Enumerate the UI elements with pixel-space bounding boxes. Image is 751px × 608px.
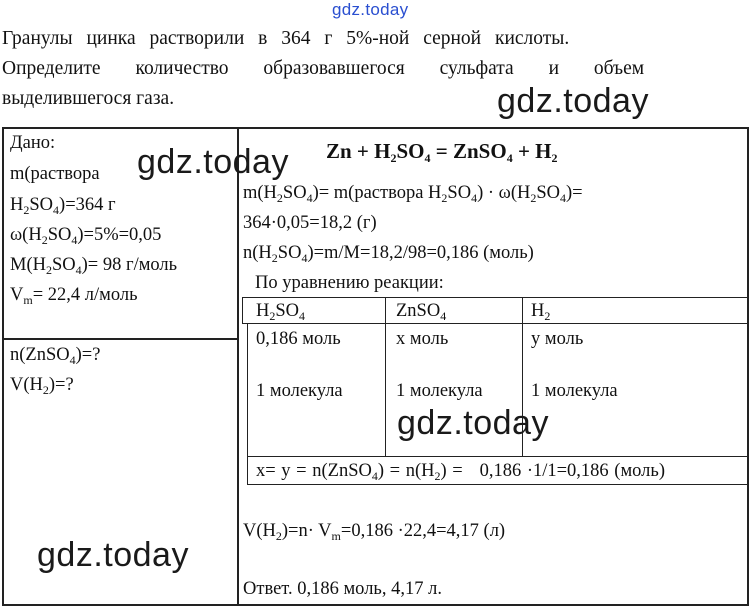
cell-sulfate-moles: х моль	[396, 329, 449, 349]
inner-table-col-1	[385, 297, 386, 456]
inner-table-row-line	[247, 456, 747, 457]
problem-line-3: выделившегося газа.	[2, 88, 175, 109]
column-divider	[237, 127, 239, 606]
watermark-1: gdz.today	[497, 82, 649, 120]
watermark-top: gdz.today	[332, 0, 409, 19]
given-header: Дано:	[10, 133, 56, 153]
step-by-equation: По уравнению реакции:	[255, 273, 444, 293]
cell-hydrogen-molecules: 1 молекула	[531, 381, 618, 401]
step-mass-result: 364·0,05=18,2 (г)	[243, 213, 377, 233]
watermark-3: gdz.today	[397, 404, 549, 442]
volume-calculation: $V(H_2)=n\cdot V_m=0,186 \cdot 22,4=4,17$ (л)	[243, 521, 506, 543]
problem-line-1: Гранулы цинка растворили в 364 г 5%-ной серной кислоты.	[2, 28, 570, 49]
find-gas-volume: $V(H_2)=$?	[10, 375, 74, 397]
inner-table-left-lower	[247, 323, 248, 484]
given-mass-value: $H_2SO_4)=364$ г	[10, 195, 116, 217]
given-mass-label: m(раствора	[10, 164, 100, 184]
table-right-border	[747, 127, 749, 606]
header-hydrogen: $H_2$	[531, 301, 551, 323]
find-sulfate: n(ZnSO$_4$)=?	[10, 345, 101, 367]
given-fraction: $\omega(H_2SO_4)=5\%=0,05$	[10, 225, 162, 247]
given-find-divider	[2, 338, 238, 340]
table-bottom-border	[2, 604, 749, 606]
step-mass-formula: $m(H_2SO_4)=$ m(раствора $H_2SO_4) \cdot \omega(H_2SO_4)=$	[243, 183, 583, 205]
given-molar-mass: $M(H_2SO_4)= 98$ г/моль	[10, 255, 178, 277]
cell-acid-moles: 0,186 моль	[256, 329, 341, 349]
relation-equation: x= у = n(ZnSO$_4$) = $n(H_2) = 0,186 \cdot 1/1=0,186$ (моль)	[256, 461, 666, 483]
answer: Ответ. 0,186 моль, 4,17 л.	[243, 579, 442, 599]
table-left-border	[2, 127, 4, 606]
given-molar-volume: $V_m= 22,4$ л/моль	[10, 285, 138, 307]
table-top-border	[2, 127, 749, 129]
inner-table-header-line	[242, 323, 747, 324]
watermark-2: gdz.today	[137, 143, 289, 181]
cell-acid-molecules: 1 молекула	[256, 381, 343, 401]
watermark-4: gdz.today	[37, 536, 189, 574]
header-sulfuric-acid: $H_2SO_4$	[256, 301, 306, 323]
inner-table-left	[242, 297, 243, 323]
header-zinc-sulfate: ZnSO$_4$	[396, 301, 447, 323]
cell-hydrogen-moles: у моль	[531, 329, 584, 349]
step-moles: $n(H_2SO_4)=m/M=18,2/98=0,186$ (моль)	[243, 243, 534, 265]
inner-table-bottom	[247, 484, 747, 485]
inner-table-top	[242, 297, 747, 298]
reaction-equation: $Zn + H_2SO_4$ = ZnSO$_4$ + $H_2$	[326, 139, 558, 165]
cell-sulfate-molecules: 1 молекула	[396, 381, 483, 401]
problem-line-2: Определите количество образовавшегося сульфата и объем	[2, 58, 645, 79]
